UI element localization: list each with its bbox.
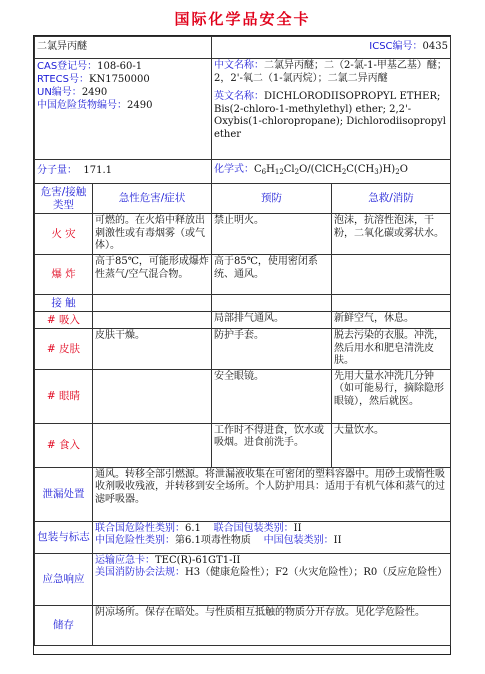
row-ingest <box>35 423 451 467</box>
row-storage <box>35 605 451 645</box>
contact-hazard <box>93 295 212 312</box>
skin-prevent: 防护手套。 <box>212 329 332 370</box>
row-label-ingest: # 食入 <box>35 423 93 467</box>
row-eyes <box>35 369 451 423</box>
cn-name-block: 中文名称：二氯异丙醚；二（2-氯-1-甲基乙基）醚；2，2'-氧二（1-氯丙烷）；二氯二异丙醚 <box>214 60 447 84</box>
card-table <box>34 36 451 646</box>
skin-aid: 脱去污染的衣服。冲洗，然后用水和肥皂清洗皮肤。 <box>332 329 451 370</box>
chemical-names <box>212 59 451 160</box>
row-label-eyes: # 眼睛 <box>35 369 93 423</box>
row-label-emergency: 应急响应 <box>35 553 93 605</box>
eyes-hazard <box>93 369 212 423</box>
chemical-formula: 化学式：$C_6H_{12}Cl_2O/(ClCH_2C(CH_3)H)_2O$ <box>212 160 451 184</box>
explosion-aid <box>332 255 451 295</box>
inhale-aid: 新鲜空气，休息。 <box>332 312 451 329</box>
molecular-weight: 分子量： 171.1 <box>35 160 212 184</box>
safety-card <box>33 35 451 655</box>
skin-hazard: 皮肤干燥。 <box>93 329 212 370</box>
header-type: 危害/接触类型 <box>35 184 93 214</box>
en-name-block: 英文名称：DICHLORODIISOPROPYL ETHER; Bis(2-chloro-1-methylethyl) ether; 2,2'-Oxybis(1-chloropropane); Dichlorodiisopropyl ether <box>214 91 446 140</box>
explosion-hazard: 高于85℃，可能形成爆炸性蒸气/空气混合物。 <box>93 255 212 295</box>
row-spill <box>35 467 451 521</box>
inhale-hazard <box>93 312 212 329</box>
row-label-fire: 火 灾 <box>35 214 93 255</box>
row-label-pack: 包装与标志 <box>35 521 93 553</box>
contact-prevent <box>212 295 332 312</box>
header-hazard: 急性危害/症状 <box>93 184 212 214</box>
spill-text: 通风。转移全部引燃源。将泄漏液收集在可密闭的塑料容器中。用砂土或惰性吸收剂吸收残液，并转移到安全场所。个人防护用具：适用于有机气体和蒸气的过滤呼吸器。 <box>93 467 451 521</box>
row-pack <box>35 521 451 553</box>
identifiers: CAS登记号：108-60-1 RTECS号：KN1750000 UN编号：2490 中国危险货物编号：2490 <box>35 59 212 160</box>
row-label-contact: 接 触 <box>35 295 93 312</box>
eyes-aid: 先用大量水冲洗几分钟（如可能易行，摘除隐形眼镜），然后就医。 <box>332 369 451 423</box>
eyes-prevent: 安全眼镜。 <box>212 369 332 423</box>
row-contact <box>35 295 451 312</box>
storage-text: 阴凉场所。保存在暗处。与性质相互抵触的物质分开存放。见化学危险性。 <box>93 605 451 645</box>
ingest-aid: 大量饮水。 <box>332 423 451 467</box>
row-label-skin: # 皮肤 <box>35 329 93 370</box>
pack-text: 联合国危险性类别：6.1 联合国包装类别：II 中国危险性类别：第6.1项毒性物质 中国包装类别：II <box>93 521 451 553</box>
row-explosion <box>35 255 451 295</box>
fire-prevent: 禁止明火。 <box>212 214 332 255</box>
row-label-inhale: # 吸入 <box>35 312 93 329</box>
fire-hazard: 可燃的。在火焰中释放出刺激性或有毒烟雾（或气体）。 <box>93 214 212 255</box>
explosion-prevent: 高于85℃，使用密闭系统、通风。 <box>212 255 332 295</box>
hazard-table-header <box>35 184 451 214</box>
header-aid: 急救/消防 <box>332 184 451 214</box>
chemical-name: 二氯异丙醚 <box>35 37 212 59</box>
contact-aid <box>332 295 451 312</box>
emergency-text: 运输应急卡：TEC(R)-61GT1-II 美国消防协会法规：H3（健康危险性）；F2（火灾危险性）；R0（反应危险性） <box>93 553 451 605</box>
row-inhale <box>35 312 451 329</box>
icsc-number: ICSC编号：0435 <box>212 37 451 59</box>
row-skin <box>35 329 451 370</box>
header-prevent: 预防 <box>212 184 332 214</box>
row-label-spill: 泄漏处置 <box>35 467 93 521</box>
row-emergency <box>35 553 451 605</box>
ingest-prevent: 工作时不得进食，饮水或吸烟。进食前洗手。 <box>212 423 332 467</box>
fire-aid: 泡沫，抗溶性泡沫，干粉，二氧化碳或雾状水。 <box>332 214 451 255</box>
card-title: 国际化学品安全卡 <box>174 10 311 28</box>
row-label-explosion: 爆 炸 <box>35 255 93 295</box>
inhale-prevent: 局部排气通风。 <box>212 312 332 329</box>
row-fire <box>35 214 451 255</box>
ingest-hazard <box>93 423 212 467</box>
row-label-storage: 储存 <box>35 605 93 645</box>
